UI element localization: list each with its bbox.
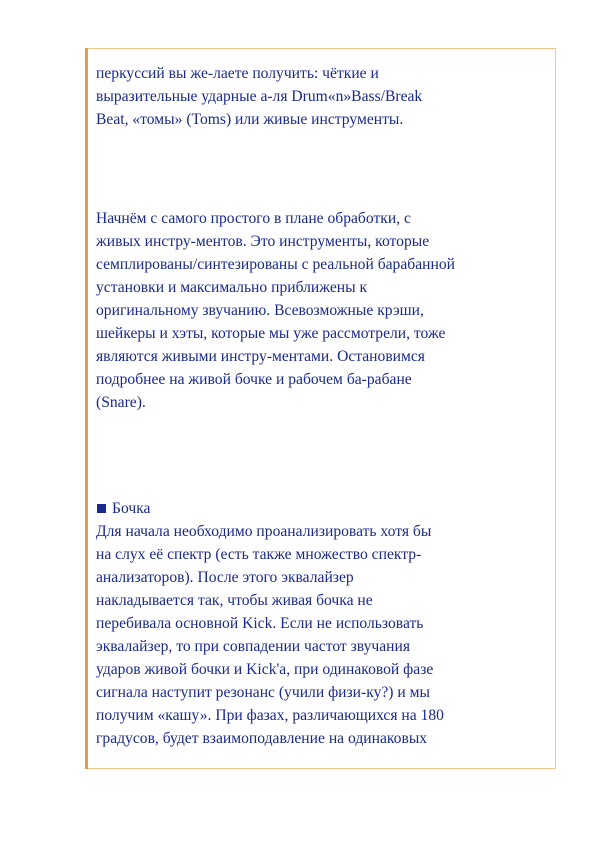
- text-line: установки и максимально приближены к: [96, 279, 368, 296]
- left-margin-rule: [85, 48, 88, 769]
- text-line: перебивала основной Kick. Если не использовать: [96, 615, 424, 632]
- paragraph-percussion-types: [96, 62, 548, 131]
- text-line: получим «кашу». При фазах, различающихся на 180: [96, 707, 444, 724]
- text-line: эквалайзер, то при совпадении частот звучания: [96, 638, 411, 655]
- text-line: анализаторов). После этого эквалайзер: [96, 569, 354, 586]
- text-line: подробнее на живой бочке и рабочем ба-рабане: [96, 371, 412, 388]
- paragraph-live-instruments: [96, 207, 548, 414]
- text-line: Beat, «томы» (Toms) или живые инструменты.: [96, 111, 404, 128]
- text-line: являются живыми инстру-ментами. Остановимся: [96, 348, 425, 365]
- section-heading: [96, 497, 548, 520]
- text-line: ударов живой бочки и Kick'a, при одинаковой фазе: [96, 661, 434, 678]
- text-line: семплированы/синтезированы с реальной барабанной: [96, 256, 455, 273]
- text-line: Начнём с самого простого в плане обработки, с: [96, 210, 411, 227]
- section-kick-drum: [96, 497, 548, 750]
- black-square-bullet-icon: [97, 504, 106, 513]
- text-line: шейкеры и хэты, которые мы уже рассмотрели, тоже: [96, 325, 446, 342]
- text-line: выразительные ударные а-ля Drum«n»Bass/Break: [96, 88, 423, 105]
- text-line: градусов, будет взаимоподавление на одинаковых: [96, 730, 428, 747]
- text-line: оригинальному звучанию. Всевозможные крэши,: [96, 302, 424, 319]
- text-line: (Snare).: [96, 394, 146, 411]
- text-line: перкуссий вы же-лаете получить: чёткие и: [96, 65, 379, 82]
- text-line: накладывается так, чтобы живая бочка не: [96, 592, 373, 609]
- text-line: Для начала необходимо проанализировать хотя бы: [96, 523, 432, 540]
- text-line: сигнала наступит резонанс (учили физи-ку?) и мы: [96, 684, 430, 701]
- section-heading-text: Бочка: [112, 500, 151, 517]
- text-line: на слух её спектр (есть также множество спектр-: [96, 546, 422, 563]
- text-line: живых инстру-ментов. Это инструменты, которые: [96, 233, 430, 250]
